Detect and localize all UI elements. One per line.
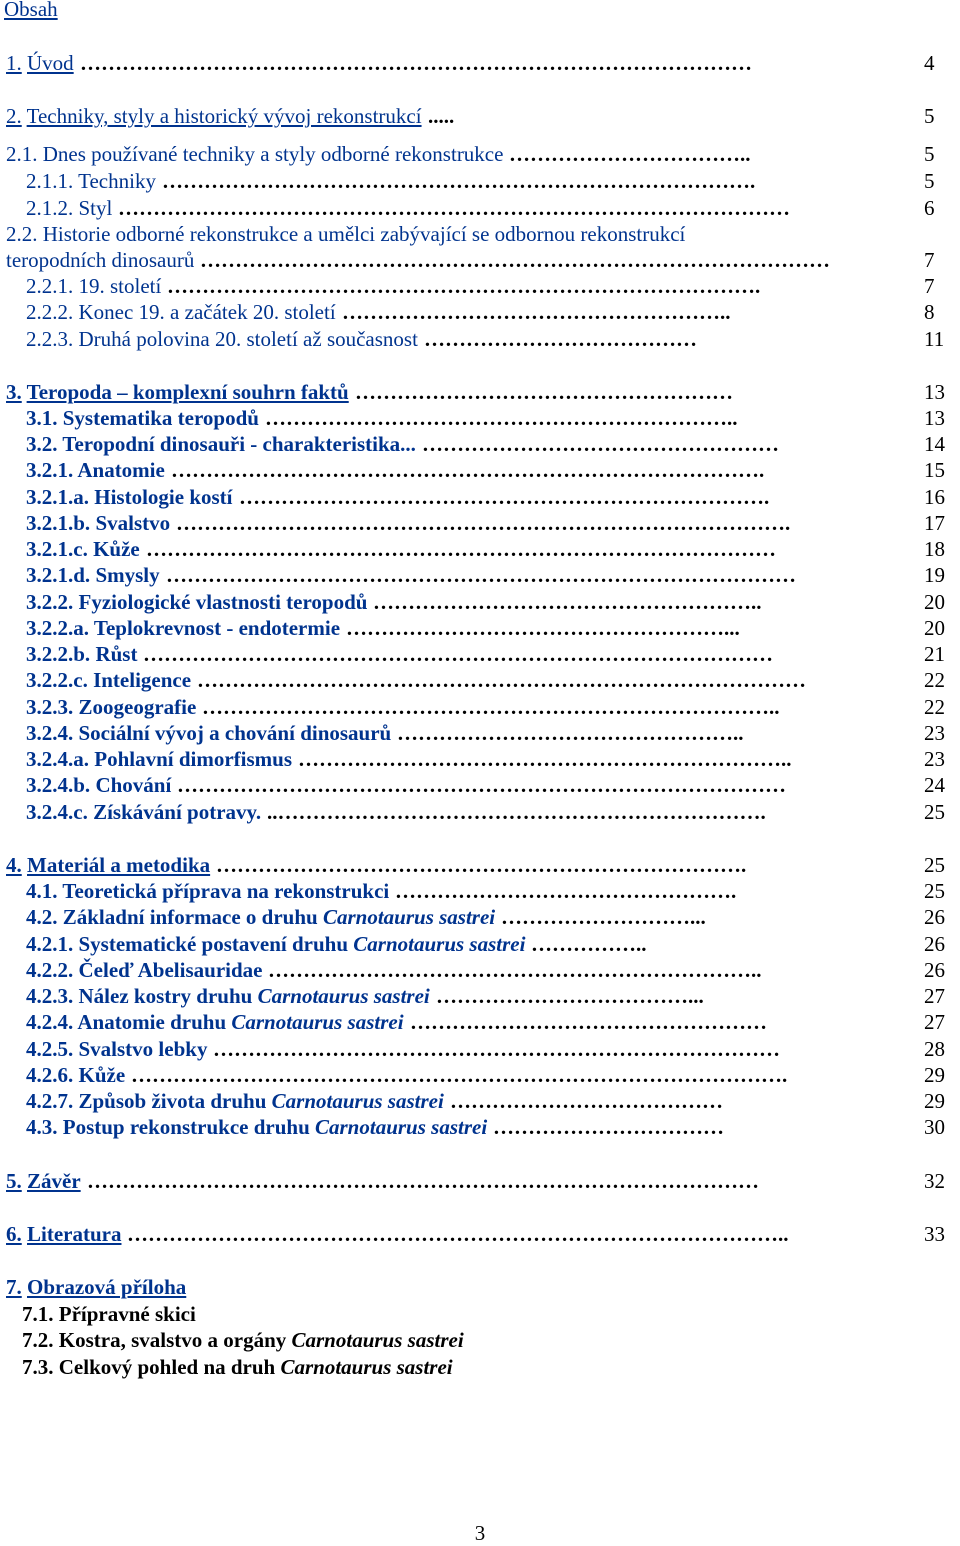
toc-entry[interactable] [0, 852, 960, 878]
toc-entry-page: 22 [924, 695, 945, 719]
toc-entry-number: 4.2.5. [26, 1037, 74, 1061]
toc-entry-leader: …………………………………………………………………………………. [131, 1063, 788, 1087]
toc-entry-number: 2.1.2. [26, 196, 74, 220]
toc-entry[interactable] [0, 221, 960, 247]
toc-entry-text: Dnes používané techniky a styly odborné rekonstrukce [42, 142, 504, 166]
toc-entry-number: 4.2.4. [26, 1010, 74, 1034]
toc-entry-page: 13 [924, 406, 945, 430]
toc-entry-text: Sociální vývoj a chování dinosaurů [78, 721, 392, 745]
toc-entry-leader: ……………………………………………………………………… [213, 1037, 780, 1061]
toc-entry[interactable] [0, 247, 960, 273]
toc-entry-text: Chování [95, 773, 172, 797]
toc-entry-number: 2. [6, 104, 22, 128]
toc-entry-number: 3.2.1.a. [26, 485, 89, 509]
toc-entry-page: 7 [924, 274, 935, 298]
toc-entry-number: 2.2. [6, 222, 38, 246]
toc-entry-text: Histologie kostí [94, 485, 233, 509]
toc-entry-page: 16 [924, 485, 945, 509]
toc-entry-label [26, 273, 161, 299]
toc-entry-number: 2.2.2. [26, 300, 74, 324]
toc-entry-text: Druhá polovina 20. století až současnost [78, 327, 418, 351]
toc-entry-page: 33 [924, 1222, 945, 1246]
toc-entry-page: 20 [924, 590, 945, 614]
toc-entry-label [6, 1274, 186, 1300]
toc-entry-number: 4.2.2. [26, 958, 74, 982]
toc-entry[interactable] [0, 536, 960, 562]
toc-entry-text: Styl [78, 196, 113, 220]
toc-entry-number: 3.2.1. [26, 458, 74, 482]
toc-entry-number: 3. [6, 380, 22, 404]
toc-entry-species: Carnotaurus sastrei [315, 1115, 488, 1139]
toc-entry-leader: ……………………………………………………………………………… [143, 642, 773, 666]
toc-entry-page: 32 [924, 1169, 945, 1193]
toc-entry-label [26, 431, 416, 457]
toc-entry-leader: ……………………………………………………………………………… [166, 563, 796, 587]
toc-entry-label [6, 852, 210, 878]
toc-entry-text: Anatomie [77, 458, 165, 482]
toc-entry-page: 5 [924, 169, 935, 193]
toc-entry-label [26, 484, 233, 510]
toc-entry-label [26, 904, 495, 930]
toc-entry-label [6, 247, 194, 273]
toc-entry-page: 26 [924, 958, 945, 982]
toc-entry-leader: ………………………………… [424, 327, 697, 351]
toc-entry-text: Kůže [93, 537, 140, 561]
toc-entry-text: Techniky [78, 169, 156, 193]
toc-entry-leader: ……………………………………………… [355, 380, 733, 404]
toc-entry[interactable] [0, 1274, 960, 1300]
toc-entry-page: 18 [924, 537, 945, 561]
toc-entry-text: Svalstvo lebky [78, 1037, 208, 1061]
toc-entry[interactable] [0, 431, 960, 457]
toc-entry[interactable] [0, 694, 960, 720]
toc-entry-leader: ………………………………………………………….. [265, 406, 738, 430]
toc-entry-leader: …………………………………………… [422, 432, 779, 456]
toc-entry-text: Systematika teropodů [62, 406, 259, 430]
toc-entry-leader: …………….. [531, 932, 647, 956]
toc-entry-number: 6. [6, 1222, 22, 1246]
toc-entry[interactable] [0, 299, 960, 325]
toc-entry[interactable] [0, 1114, 960, 1140]
toc-entry-label [26, 195, 112, 221]
toc-entry-number: 7.2. [22, 1328, 54, 1352]
toc-entry-text: Zoogeografie [78, 695, 197, 719]
toc-entry-number: 4.1. [26, 879, 58, 903]
toc-entry-leader: ..... [428, 104, 455, 128]
toc-entry-text: Fyziologické vlastnosti teropodů [78, 590, 368, 614]
toc-entry-page: 27 [924, 984, 945, 1008]
toc-entry-text: Inteligence [93, 668, 192, 692]
toc-entry[interactable] [0, 326, 960, 352]
toc-entry-text: Závěr [27, 1169, 81, 1193]
toc-entry-leader: …………………………………………………………………………………… [118, 196, 790, 220]
toc-entry-number: 3.1. [26, 406, 58, 430]
toc-entry-text: Teplokrevnost - endotermie [93, 616, 341, 640]
toc-entry-label [26, 667, 191, 693]
toc-entry-text: Smysly [95, 563, 160, 587]
toc-entry-leader: ……………………………………………………………………………. [176, 511, 791, 535]
toc-entry-text: Teropoda – komplexní souhrn faktů [26, 380, 349, 404]
toc-entry [0, 1354, 960, 1380]
toc-entry-text: Pohlavní dimorfismus [94, 747, 293, 771]
toc-entry[interactable] [0, 957, 960, 983]
toc-entry-page: 27 [924, 1010, 945, 1034]
toc-entry-text: Základní informace o druhu [62, 905, 323, 929]
toc-entry-label [26, 772, 171, 798]
toc-entry-text: Kůže [78, 1063, 126, 1087]
toc-entry[interactable] [0, 1168, 960, 1194]
toc-entry[interactable] [0, 589, 960, 615]
toc-entry-page: 25 [924, 800, 945, 824]
toc-entry-number: 3.2.1.d. [26, 563, 91, 587]
toc-entry-number: 3.2.4.a. [26, 747, 89, 771]
toc-entry-label [26, 168, 156, 194]
toc-entry-label [26, 299, 336, 325]
toc-entry-page: 28 [924, 1037, 945, 1061]
toc-entry-leader: …………………………….. [509, 142, 751, 166]
toc-entry-page: 26 [924, 932, 945, 956]
toc-entry-text: Teoretická příprava na rekonstrukci [62, 879, 390, 903]
toc-entry-species: Carnotaurus sastrei [322, 905, 496, 929]
toc-entry-label [26, 615, 340, 641]
toc-entry-leader: …………………………………………………………………………………… [87, 1169, 759, 1193]
toc-entry-label [26, 799, 261, 825]
toc-entry-page: 25 [924, 853, 945, 877]
toc-entry[interactable] [0, 904, 960, 930]
toc-entry-label [26, 720, 391, 746]
toc-entry-leader: …………………………………………………………………………. [162, 169, 756, 193]
toc-entry-number: 4.2.6. [26, 1063, 74, 1087]
toc-entry-leader: ..……………………………………………………………. [267, 800, 766, 824]
toc-entry-page: 20 [924, 616, 945, 640]
toc-entry-label [26, 1036, 207, 1062]
toc-entry-leader: ……………………………………………….. [342, 300, 731, 324]
toc-entry-leader: …………………………………………………………………. [216, 853, 747, 877]
toc-entry-label [26, 457, 165, 483]
toc-entry-label [26, 641, 137, 667]
toc-entry-page: 19 [924, 563, 945, 587]
toc-entry-number: 3.2.2. [26, 590, 74, 614]
toc-entry[interactable] [0, 1036, 960, 1062]
toc-entry-text: Svalstvo [95, 511, 171, 535]
toc-entry-label [26, 405, 259, 431]
toc-entry[interactable] [0, 983, 960, 1009]
toc-entry-text: Postup rekonstrukce druhu [62, 1115, 315, 1139]
toc-entry-number: 2.1.1. [26, 169, 74, 193]
toc-entry [0, 1327, 960, 1353]
toc-entry[interactable] [0, 103, 960, 129]
toc-entry-leader: …………………………………………. [395, 879, 737, 903]
toc-entry[interactable] [0, 878, 960, 904]
toc-entry[interactable] [0, 273, 960, 299]
toc-entry-label [26, 536, 140, 562]
toc-entry-text: Obrazová příloha [27, 1275, 187, 1299]
toc-entry-label [22, 1327, 464, 1353]
toc-entry-page: 21 [924, 642, 945, 666]
toc-entry[interactable] [0, 720, 960, 746]
toc-entry-label [22, 1354, 453, 1380]
toc-entry-label [26, 746, 292, 772]
toc-entry-text: Získávání potravy. [93, 800, 262, 824]
toc-entry-page: 5 [924, 104, 935, 128]
toc-entry-label [26, 694, 196, 720]
toc-entry-label [26, 1062, 125, 1088]
toc-entry-leader: …………………………………………… [410, 1010, 767, 1034]
toc-entry-number: 7. [6, 1275, 22, 1299]
toc-entry-species: Carnotaurus sastrei [271, 1089, 444, 1113]
toc-entry-leader: …………………………………………………………………………. [171, 458, 765, 482]
page-number: 3 [474, 1521, 486, 1545]
toc-entry-leader: …………………………………………………………….. [298, 747, 792, 771]
toc-entry-label [26, 589, 367, 615]
toc-entry[interactable] [0, 50, 960, 76]
toc-entry-label [6, 50, 74, 76]
toc-entry[interactable] [0, 379, 960, 405]
toc-entry-leader: ……………………………………………………………………………… [146, 537, 776, 561]
toc-entry-text: teropodních dinosaurů [6, 248, 195, 272]
toc-entry-leader: ………………………………………….. [397, 721, 744, 745]
toc-entry[interactable] [0, 931, 960, 957]
toc-entry-label [26, 957, 262, 983]
toc-entry-page: 22 [924, 668, 945, 692]
toc-entry-number: 4.2.1. [26, 932, 74, 956]
toc-entry-number: 7.3. [22, 1355, 54, 1379]
toc-entry-leader: …………………………… [493, 1115, 724, 1139]
toc-entry-species: Carnotaurus sastrei [231, 1010, 404, 1034]
toc-entry-page: 11 [924, 327, 945, 351]
toc-entry[interactable] [0, 141, 960, 167]
toc-entry-number: 3.2. [26, 432, 58, 456]
toc-entry-label [6, 141, 503, 167]
toc-entry-species: Carnotaurus sastrei [353, 932, 526, 956]
toc-entry-text: Kostra, svalstvo a orgány [58, 1328, 292, 1352]
toc-entry-species: Carnotaurus sastrei [291, 1328, 464, 1352]
toc-entry-label [26, 510, 170, 536]
toc-entry-page: 13 [924, 380, 945, 404]
toc-entry-number: 1. [6, 51, 22, 75]
toc-entry-page: 30 [924, 1115, 945, 1139]
toc-entry-text: Růst [95, 642, 138, 666]
toc-entry-page: 23 [924, 721, 945, 745]
toc-entry-text: Teropodní dinosauři - charakteristika... [62, 432, 416, 456]
toc-entry[interactable] [0, 562, 960, 588]
toc-entry[interactable] [0, 667, 960, 693]
toc-entry-page: 29 [924, 1089, 945, 1113]
toc-entry[interactable] [0, 641, 960, 667]
toc-entry-number: 3.2.3. [26, 695, 74, 719]
toc-entry-leader: …………………………………………………………………………… [177, 773, 786, 797]
toc-entry-page: 5 [924, 142, 935, 166]
toc-entry-leader: …………………………………………………………………………………… [80, 51, 752, 75]
toc-entry[interactable] [0, 457, 960, 483]
toc-entry-number: 4.3. [26, 1115, 58, 1139]
toc-entry-leader: ………………………………………………………………………………….. [127, 1222, 789, 1246]
toc-entry-page: 23 [924, 747, 945, 771]
toc-entry-page: 7 [924, 248, 935, 272]
toc-entry-number: 3.2.4.c. [26, 800, 88, 824]
toc-entry-text: Čeleď Abelisauridae [78, 958, 263, 982]
toc-entry-text: Historie odborné rekonstrukce a umělci zabývající se odbornou rekonstrukcí [42, 222, 686, 246]
toc-entry-label [26, 878, 389, 904]
toc-entry-number: 2.2.3. [26, 327, 74, 351]
toc-entry-text: Materiál a metodika [27, 853, 211, 877]
toc-entry[interactable] [0, 405, 960, 431]
toc-entry-leader: ………………………………... [436, 984, 704, 1008]
toc-entry[interactable] [0, 195, 960, 221]
toc-entry-leader: …………………………………………………………………………… [197, 668, 806, 692]
toc-entry-label [26, 931, 525, 957]
toc-entry-page: 26 [924, 905, 945, 929]
toc-entry-text: Úvod [27, 51, 74, 75]
toc-entry-text: Techniky, styly a historický vývoj rekonstrukcí [26, 104, 422, 128]
toc-entry[interactable] [0, 484, 960, 510]
toc-entry-number: 3.2.4.b. [26, 773, 91, 797]
toc-entry-number: 3.2.2.b. [26, 642, 91, 666]
toc-entry-number: 4.2.3. [26, 984, 74, 1008]
toc-entry [0, 1301, 960, 1327]
toc-entry-leader: …………………………………………………………………………. [167, 274, 761, 298]
toc-entry-label [6, 221, 685, 247]
toc-entry-text: Způsob života druhu [78, 1089, 272, 1113]
toc-entry-number: 4.2.7. [26, 1089, 74, 1113]
toc-entry-number: 2.2.1. [26, 274, 74, 298]
toc-entry-number: 3.2.2.a. [26, 616, 89, 640]
toc-entry[interactable] [0, 746, 960, 772]
toc-entry-label [26, 983, 430, 1009]
toc-entry-text: Celkový pohled na druh [58, 1355, 281, 1379]
toc-entry-species: Carnotaurus sastrei [280, 1355, 453, 1379]
toc-entry[interactable] [0, 1009, 960, 1035]
toc-entry[interactable] [0, 1088, 960, 1114]
toc-entry-label [26, 562, 160, 588]
toc-entry-label [26, 326, 418, 352]
toc-entry[interactable] [0, 1221, 960, 1247]
toc-entry-leader: ………………………………… [450, 1089, 723, 1113]
toc-entry-number: 2.1. [6, 142, 38, 166]
toc-entry-label [22, 1301, 196, 1327]
toc-entry-number: 3.2.1.b. [26, 511, 91, 535]
toc-entry-leader: ……………………………………………………………………………… [200, 248, 830, 272]
toc-entry[interactable] [0, 772, 960, 798]
toc-entry-text: 19. století [78, 274, 162, 298]
toc-entry[interactable] [0, 799, 960, 825]
toc-entry[interactable] [0, 168, 960, 194]
toc-entry-text: Přípravné skici [58, 1302, 196, 1326]
toc-entry-leader: ………………………... [501, 905, 706, 929]
toc-entry-number: 3.2.1.c. [26, 537, 88, 561]
toc-entry[interactable] [0, 615, 960, 641]
toc-entry-number: 4.2. [26, 905, 58, 929]
toc-entry-leader: ……………………………………………………………………….. [202, 695, 780, 719]
toc-entry-text: Anatomie druhu [77, 1010, 232, 1034]
toc-entry-number: 3.2.4. [26, 721, 74, 745]
toc-entry-species: Carnotaurus sastrei [257, 984, 430, 1008]
toc-entry-text: Nález kostry druhu [78, 984, 258, 1008]
toc-entry-page: 15 [924, 458, 945, 482]
toc-entry-label [6, 1168, 81, 1194]
toc-entry-page: 8 [924, 300, 935, 324]
toc-entry-text: Literatura [27, 1222, 122, 1246]
toc-entry-label [26, 1009, 404, 1035]
toc-entry-number: 4. [6, 853, 22, 877]
toc-entry-label [26, 1088, 444, 1114]
toc-entry-page: 17 [924, 511, 945, 535]
toc-title: Obsah [4, 0, 58, 21]
toc-entry-number: 5. [6, 1169, 22, 1193]
toc-entry-label [6, 1221, 121, 1247]
toc-entry-label [6, 103, 422, 129]
toc-entry-page: 4 [924, 51, 935, 75]
toc-entry-leader: ……………………………………………….. [373, 590, 762, 614]
toc-entry-page: 29 [924, 1063, 945, 1087]
toc-entry[interactable] [0, 1062, 960, 1088]
toc-entry-text: Konec 19. a začátek 20. století [78, 300, 336, 324]
toc-entry-leader: …………………………………………………………….. [268, 958, 762, 982]
toc-entry-page: 24 [924, 773, 945, 797]
toc-entry-leader: …………………………………………………………………. [239, 485, 770, 509]
toc-entry-leader: ………………………………………………... [346, 616, 740, 640]
toc-entry-page: 25 [924, 879, 945, 903]
toc-entry-page: 6 [924, 196, 935, 220]
toc-entry-text: Systematické postavení druhu [78, 932, 354, 956]
toc-entry[interactable] [0, 510, 960, 536]
toc-entry-page: 14 [924, 432, 945, 456]
toc-entry-number: 7.1. [22, 1302, 54, 1326]
toc-entry-label [26, 1114, 487, 1140]
toc-entry-number: 3.2.2.c. [26, 668, 88, 692]
toc-entry-label [6, 379, 349, 405]
